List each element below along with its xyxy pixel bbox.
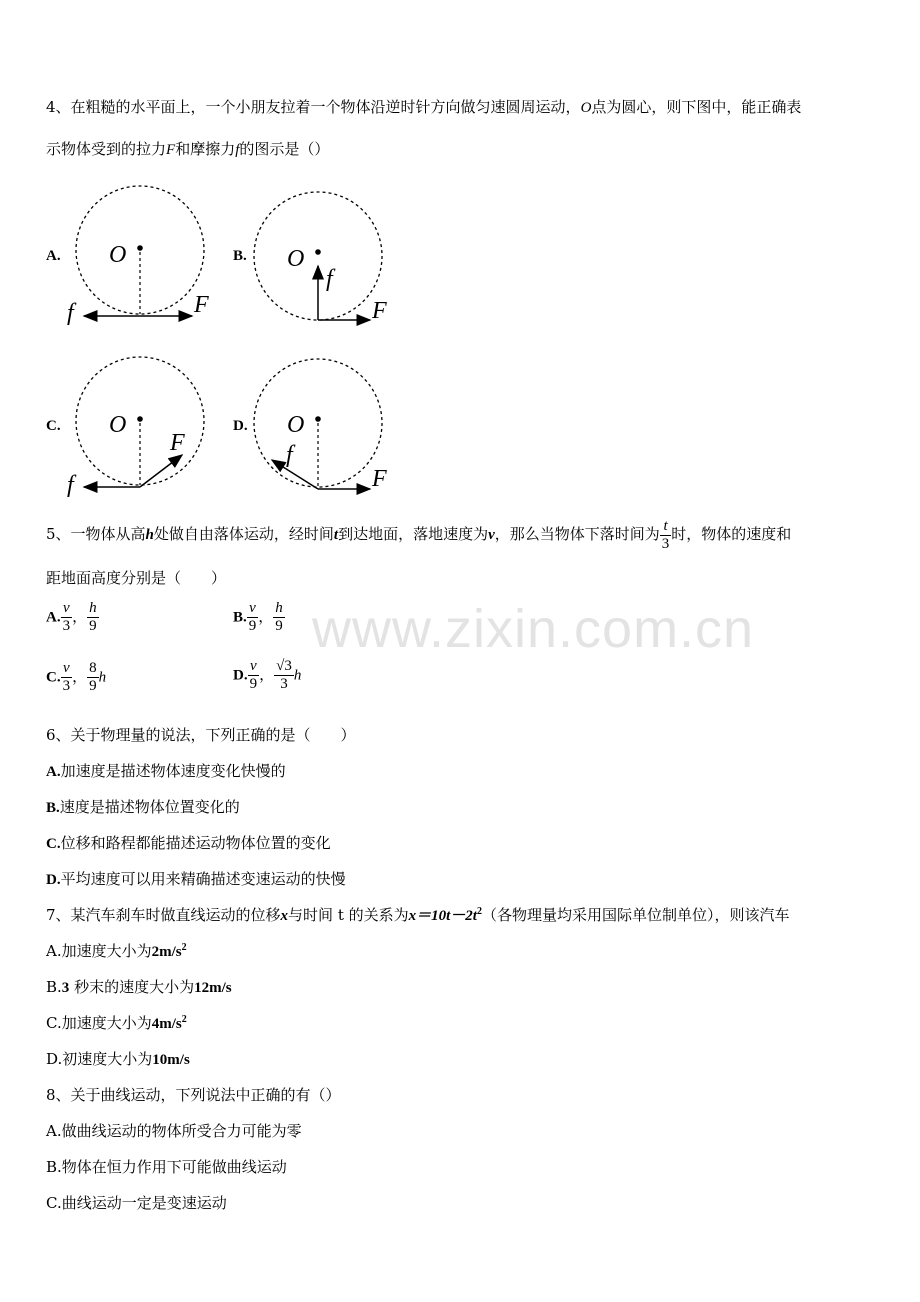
sep: ， bbox=[72, 667, 88, 686]
option-value: 4m/s bbox=[151, 1016, 182, 1032]
option-label: C. bbox=[46, 1014, 62, 1032]
sep: ， bbox=[72, 607, 88, 626]
frac-num: √3 bbox=[276, 658, 292, 674]
option-label: A. bbox=[46, 764, 61, 780]
option-label: C. bbox=[46, 836, 61, 852]
option-value: 2m/s bbox=[151, 944, 182, 960]
option-text: 秒末的速度大小为 bbox=[69, 978, 195, 996]
q8-option-a[interactable] bbox=[46, 1120, 302, 1141]
option-label: C. bbox=[46, 1194, 62, 1212]
frac-num: v bbox=[248, 658, 260, 676]
label-F: F bbox=[170, 430, 185, 456]
q6-option-b[interactable] bbox=[46, 796, 240, 817]
option-label: D. bbox=[46, 1050, 63, 1068]
frac-num: v bbox=[61, 660, 73, 678]
q8-option-c[interactable] bbox=[46, 1192, 227, 1213]
frac-den: 3 bbox=[661, 535, 670, 552]
q5-text: 时，物体的速度和 bbox=[671, 525, 792, 543]
q4-stem-line2 bbox=[46, 138, 329, 159]
q6-stem: 6、关于物理量的说法，下列正确的是（ ） bbox=[46, 726, 356, 744]
option-label: B. bbox=[46, 800, 60, 816]
frac-den: 9 bbox=[248, 618, 257, 634]
option-text: 位移和路程都能描述运动物体位置的变化 bbox=[60, 834, 331, 852]
label-f: f bbox=[67, 472, 74, 498]
q4-option-c-label[interactable]: C. bbox=[46, 418, 61, 434]
q7-text: 7、某汽车刹车时做直线运动的位移 bbox=[46, 906, 281, 924]
q6-option-d[interactable] bbox=[46, 868, 346, 889]
option-label: B. bbox=[233, 609, 247, 626]
q5-option-a[interactable] bbox=[46, 600, 99, 635]
option-text: 加速度大小为 bbox=[61, 942, 152, 960]
frac-num: v bbox=[61, 600, 73, 618]
label-F: F bbox=[372, 298, 387, 324]
label-F: F bbox=[372, 466, 387, 492]
label-o: O bbox=[109, 412, 127, 438]
option-sup: 2 bbox=[181, 942, 187, 953]
q5-text: 5、一物体从高 bbox=[46, 525, 146, 543]
frac-den: 3 bbox=[62, 678, 71, 694]
q7-text: 与时间 t 的关系为 bbox=[288, 906, 409, 924]
option-text: 初速度大小为 bbox=[62, 1050, 153, 1068]
q4-option-d-label[interactable]: D. bbox=[233, 418, 248, 434]
tail: h bbox=[98, 669, 107, 686]
label-f: f bbox=[67, 300, 74, 326]
option-value: 12m/s bbox=[194, 980, 232, 996]
q7-option-c[interactable] bbox=[46, 1012, 187, 1033]
option-label: A. bbox=[46, 1122, 62, 1140]
frac-a bbox=[61, 600, 73, 635]
q8-stem: 8、关于曲线运动，下列说法中正确的有（） bbox=[46, 1086, 341, 1104]
option-sup: 2 bbox=[181, 1014, 187, 1025]
label-o: O bbox=[287, 412, 305, 438]
q4-symbol-f: f bbox=[235, 142, 240, 158]
frac-den: 9 bbox=[249, 676, 258, 692]
option-label: A. bbox=[46, 942, 62, 960]
frac-a bbox=[248, 658, 260, 693]
frac-num: 8 bbox=[89, 660, 97, 676]
option-text: 曲线运动一定是变速运动 bbox=[61, 1194, 227, 1212]
q5-text: 到达地面，落地速度为 bbox=[338, 525, 489, 543]
q7-option-a[interactable] bbox=[46, 940, 187, 961]
option-label: A. bbox=[46, 609, 61, 626]
option-value: 10m/s bbox=[152, 1052, 190, 1068]
q5-symbol-t: t bbox=[333, 527, 339, 543]
label-o: O bbox=[109, 242, 127, 268]
q4-diagram-b bbox=[240, 182, 410, 332]
q7-symbol-x: x bbox=[280, 908, 289, 924]
option-text: 速度是描述物体位置变化的 bbox=[59, 798, 240, 816]
frac-num: v bbox=[247, 600, 259, 618]
fraction-t-over-3 bbox=[660, 518, 672, 553]
q4-text: 示物体受到的拉力 bbox=[46, 140, 167, 158]
label-F: F bbox=[194, 292, 209, 318]
option-text: 平均速度可以用来精确描述变速运动的快慢 bbox=[60, 870, 346, 888]
q7-equation: x＝10t－2t bbox=[408, 908, 477, 924]
q5-option-d[interactable] bbox=[233, 658, 301, 693]
frac-a bbox=[61, 660, 73, 695]
q5-option-b[interactable] bbox=[233, 600, 285, 635]
frac-a bbox=[247, 600, 259, 635]
sep: ， bbox=[258, 607, 274, 626]
q5-text: 处做自由落体运动，经时间 bbox=[153, 525, 334, 543]
force-F-arrow bbox=[140, 455, 182, 487]
q4-symbol-o: O bbox=[580, 100, 592, 116]
frac-num: h bbox=[275, 600, 283, 616]
option-label: B. bbox=[46, 978, 62, 996]
q8-option-b[interactable] bbox=[46, 1156, 287, 1177]
q4-diagram-a bbox=[62, 182, 222, 332]
frac-den: 9 bbox=[89, 618, 97, 634]
q4-text: 的图示是（） bbox=[239, 140, 330, 158]
q5-text: ，那么当物体下落时间为 bbox=[494, 525, 660, 543]
q7-equation-sup: 2 bbox=[476, 906, 482, 917]
option-label: C. bbox=[46, 669, 61, 686]
q5-option-c[interactable] bbox=[46, 660, 106, 695]
frac-num: t bbox=[660, 518, 672, 536]
frac-num: h bbox=[89, 600, 97, 616]
frac-b bbox=[273, 600, 285, 635]
friction-f-arrow bbox=[272, 460, 318, 489]
center-dot bbox=[315, 249, 321, 255]
q6-option-a[interactable] bbox=[46, 760, 286, 781]
frac-den: 9 bbox=[89, 678, 97, 694]
q7-option-b[interactable] bbox=[46, 976, 232, 997]
frac-b bbox=[87, 600, 99, 635]
center-dot bbox=[315, 416, 321, 422]
q4-symbol-F: F bbox=[166, 142, 176, 158]
option-label: D. bbox=[233, 667, 248, 684]
q4-option-a-label[interactable]: A. bbox=[46, 248, 61, 264]
frac-den: 9 bbox=[275, 618, 283, 634]
watermark: www.zixin.com.cn bbox=[312, 599, 755, 659]
q4-text: 点为圆心，则下图中，能正确表 bbox=[591, 98, 802, 116]
frac-den: 3 bbox=[280, 676, 288, 692]
q4-text: 和摩擦力 bbox=[175, 140, 236, 158]
label-f: f bbox=[326, 266, 333, 292]
q4-option-b-label[interactable]: B. bbox=[233, 248, 247, 264]
q4-diagram-d bbox=[240, 348, 410, 500]
option-text: 做曲线运动的物体所受合力可能为零 bbox=[61, 1122, 302, 1140]
q6-option-c[interactable] bbox=[46, 832, 331, 853]
tail: h bbox=[293, 667, 302, 684]
option-text: 物体在恒力作用下可能做曲线运动 bbox=[61, 1158, 287, 1176]
label-o: O bbox=[287, 246, 305, 272]
q5-symbol-v: v bbox=[488, 527, 495, 543]
q4-diagram-c bbox=[62, 348, 222, 500]
option-label: B. bbox=[46, 1158, 62, 1176]
q7-stem bbox=[46, 904, 789, 925]
option-text: 加速度大小为 bbox=[61, 1014, 152, 1032]
q7-text: （各物理量均采用国际单位制单位），则该汽车 bbox=[481, 906, 790, 924]
center-dot bbox=[137, 416, 143, 422]
label-f: f bbox=[286, 442, 293, 468]
q4-text: 4、在粗糙的水平面上，一个小朋友拉着一个物体沿逆时针方向做匀速圆周运动， bbox=[46, 98, 581, 116]
center-dot bbox=[137, 245, 143, 251]
frac-b bbox=[87, 660, 99, 695]
q5-stem-line2: 距地面高度分别是（ ） bbox=[46, 569, 227, 587]
q4-stem-line1 bbox=[46, 96, 801, 117]
frac-den: 3 bbox=[62, 618, 71, 634]
option-label: D. bbox=[46, 872, 61, 888]
q7-option-d[interactable] bbox=[46, 1048, 190, 1069]
q5-stem-line1 bbox=[46, 514, 791, 555]
q5-symbol-h: h bbox=[145, 527, 154, 543]
option-text: 加速度是描述物体速度变化快慢的 bbox=[60, 762, 286, 780]
option-number: 3 bbox=[61, 980, 70, 996]
frac-b bbox=[274, 658, 294, 693]
sep: ， bbox=[259, 665, 275, 684]
